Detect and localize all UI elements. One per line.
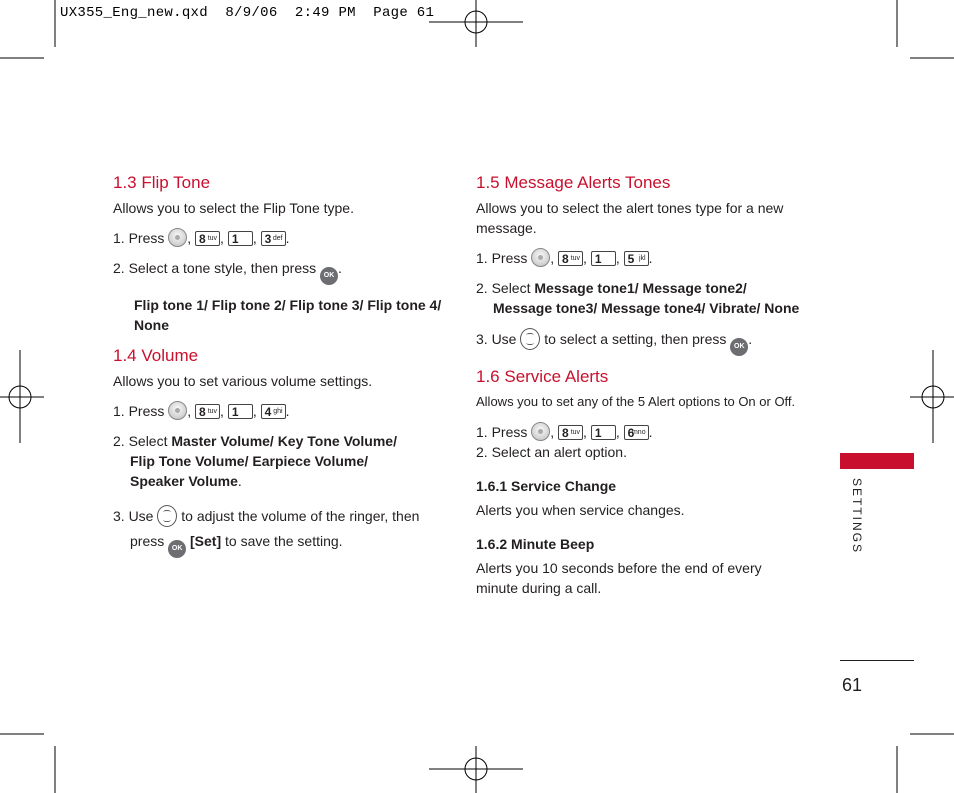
navigation-key-icon [168, 401, 187, 420]
volume-step-2-line-3: Speaker Volume. [130, 473, 242, 489]
message-alerts-step-3: 3. Use to select a setting, then press OK . [476, 328, 806, 356]
print-slug: UX355_Eng_new.qxd 8/9/06 2:49 PM Page 61 [60, 5, 435, 21]
section-tab-marker [840, 453, 914, 469]
volume-step-3-line-2: press OK [Set] to save the setting. [113, 531, 453, 558]
service-alerts-step-2: 2. Select an alert option. [476, 444, 627, 460]
key-8-icon: 8 tuv [558, 425, 583, 440]
right-column [476, 172, 806, 598]
section-title-message-alerts: 1.5 Message Alerts Tones [476, 173, 671, 192]
section-title-volume: 1.4 Volume [113, 346, 199, 365]
ok-key-icon: OK [730, 338, 748, 356]
flip-tone-step-2: 2. Select a tone style, then press OK . [113, 258, 453, 285]
section-title-flip-tone: 1.3 Flip Tone [113, 173, 211, 192]
volume-description: Allows you to set various volume settings. [113, 373, 373, 389]
navigation-key-icon [531, 248, 550, 267]
volume-step-1: 1. Press , 8 tuv , 1 , 4 ghi . [113, 403, 290, 419]
flip-tone-options: Flip tone 1/ Flip tone 2/ Flip tone 3/ Flip tone 4/ None [134, 297, 442, 333]
key-1-icon: 1 [591, 251, 616, 266]
volume-step-3: 3. Use to adjust the volume of the ringer, then [113, 505, 453, 527]
subsection-title-minute-beep: 1.6.2 Minute Beep [476, 536, 595, 552]
key-4-icon: 4 ghi [261, 404, 286, 419]
ok-key-icon: OK [168, 540, 186, 558]
key-1-icon: 1 [591, 425, 616, 440]
key-8-icon: 8 tuv [195, 404, 220, 419]
key-6-icon: 6 mno [624, 425, 649, 440]
service-alerts-step-1: 1. Press , 8 tuv , 1 , 6 mno . [476, 424, 653, 440]
key-5-icon: 5 jkl [624, 251, 649, 266]
volume-step-2: 2. Select Master Volume/ Key Tone Volume/ [113, 433, 397, 449]
section-title-service-alerts: 1.6 Service Alerts [476, 367, 609, 386]
subsection-title-service-change: 1.6.1 Service Change [476, 478, 617, 494]
minute-beep-description: Alerts you 10 seconds before the end of every minute during a call. [476, 560, 762, 596]
page-number-rule [840, 660, 914, 661]
section-side-label: SETTINGS [850, 478, 864, 555]
flip-tone-step-1: 1. Press , 8 tuv , 1 , 3 def . [113, 230, 290, 246]
message-alerts-description: Allows you to select the alert tones type for a new message. [476, 200, 784, 236]
key-8-icon: 8 tuv [195, 231, 220, 246]
key-1-icon: 1 [228, 404, 253, 419]
message-alerts-step-2-line-2: Message tone3/ Message tone4/ Vibrate/ None [493, 300, 800, 316]
service-change-description: Alerts you when service changes. [476, 502, 685, 518]
flip-tone-description: Allows you to select the Flip Tone type. [113, 200, 354, 216]
service-alerts-description: Allows you to set any of the 5 Alert options to On or Off. [476, 394, 796, 409]
navigation-key-icon [168, 228, 187, 247]
key-1-icon: 1 [228, 231, 253, 246]
ok-key-icon: OK [320, 267, 338, 285]
message-alerts-step-1: 1. Press , 8 tuv , 1 , 5 jkl . [476, 250, 653, 266]
volume-step-2-line-2: Flip Tone Volume/ Earpiece Volume/ [130, 453, 369, 469]
key-8-icon: 8 tuv [558, 251, 583, 266]
left-column [113, 172, 453, 558]
message-alerts-step-2: 2. Select Message tone1/ Message tone2/ [476, 280, 747, 296]
page-number: 61 [842, 675, 863, 695]
navigation-key-icon [531, 422, 550, 441]
key-3-icon: 3 def [261, 231, 286, 246]
scroll-key-icon [520, 328, 540, 350]
scroll-key-icon [157, 505, 177, 527]
